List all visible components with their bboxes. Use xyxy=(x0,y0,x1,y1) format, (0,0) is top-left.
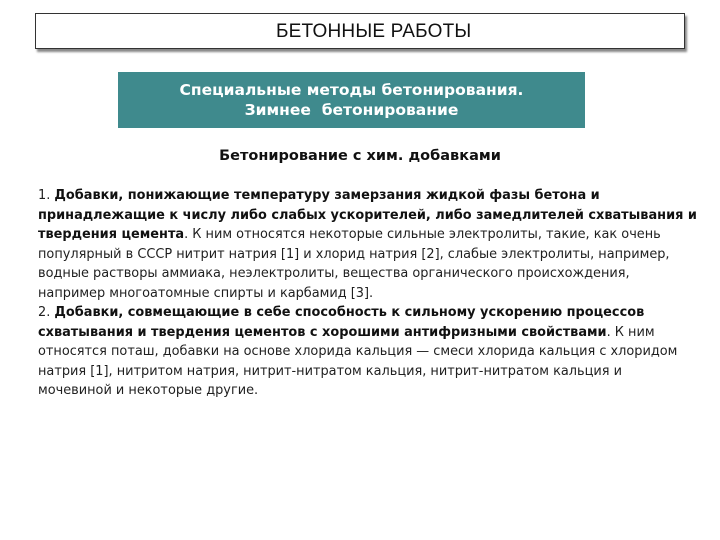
item-number: 2. xyxy=(38,305,55,320)
item-bold-text: Добавки, понижающие температуру замерзания жидкой фазы бетона и принадлежащие к числу либо слабых ускорителей, либо замедлителей схватывания и твердения цемента xyxy=(38,188,697,242)
item-bold-text: Добавки, совмещающие в себе способность к сильному ускорению процессов схватывания и твердения цементов с хорошими антифризными свойствами xyxy=(38,305,645,340)
body-text xyxy=(38,186,698,401)
paragraph-item-1 xyxy=(38,186,698,303)
item-text: . К ним относятся поташ, добавки на основе хлорида кальция — смеси хлорида кальция с хлоридом натрия [1], нитритом натрия, нитрит-нитратом кальция, нитрит-нитратом кальция и мочевиной и некоторые другие. xyxy=(38,324,678,398)
title-box xyxy=(35,13,685,49)
item-text: . К ним относятся некоторые сильные электролиты, такие, как очень популярный в СССР нитрит натрия [1] и хлорид натрия [2], слабые электролиты, например, водные растворы аммиака, неэлектролиты, вещества органического происхождения, например многоатомные спирты и карбамид [3]. xyxy=(38,227,670,301)
page-title: БЕТОННЫЕ РАБОТЫ xyxy=(276,21,472,42)
subtitle-line-2: Зимнее бетонирование xyxy=(244,101,459,119)
section-heading: Бетонирование с хим. добавками xyxy=(219,148,501,164)
subtitle-line-1: Специальные методы бетонирования. xyxy=(179,81,524,99)
item-number: 1. xyxy=(38,188,55,203)
paragraph-item-2 xyxy=(38,303,698,401)
subtitle-banner xyxy=(118,72,585,128)
